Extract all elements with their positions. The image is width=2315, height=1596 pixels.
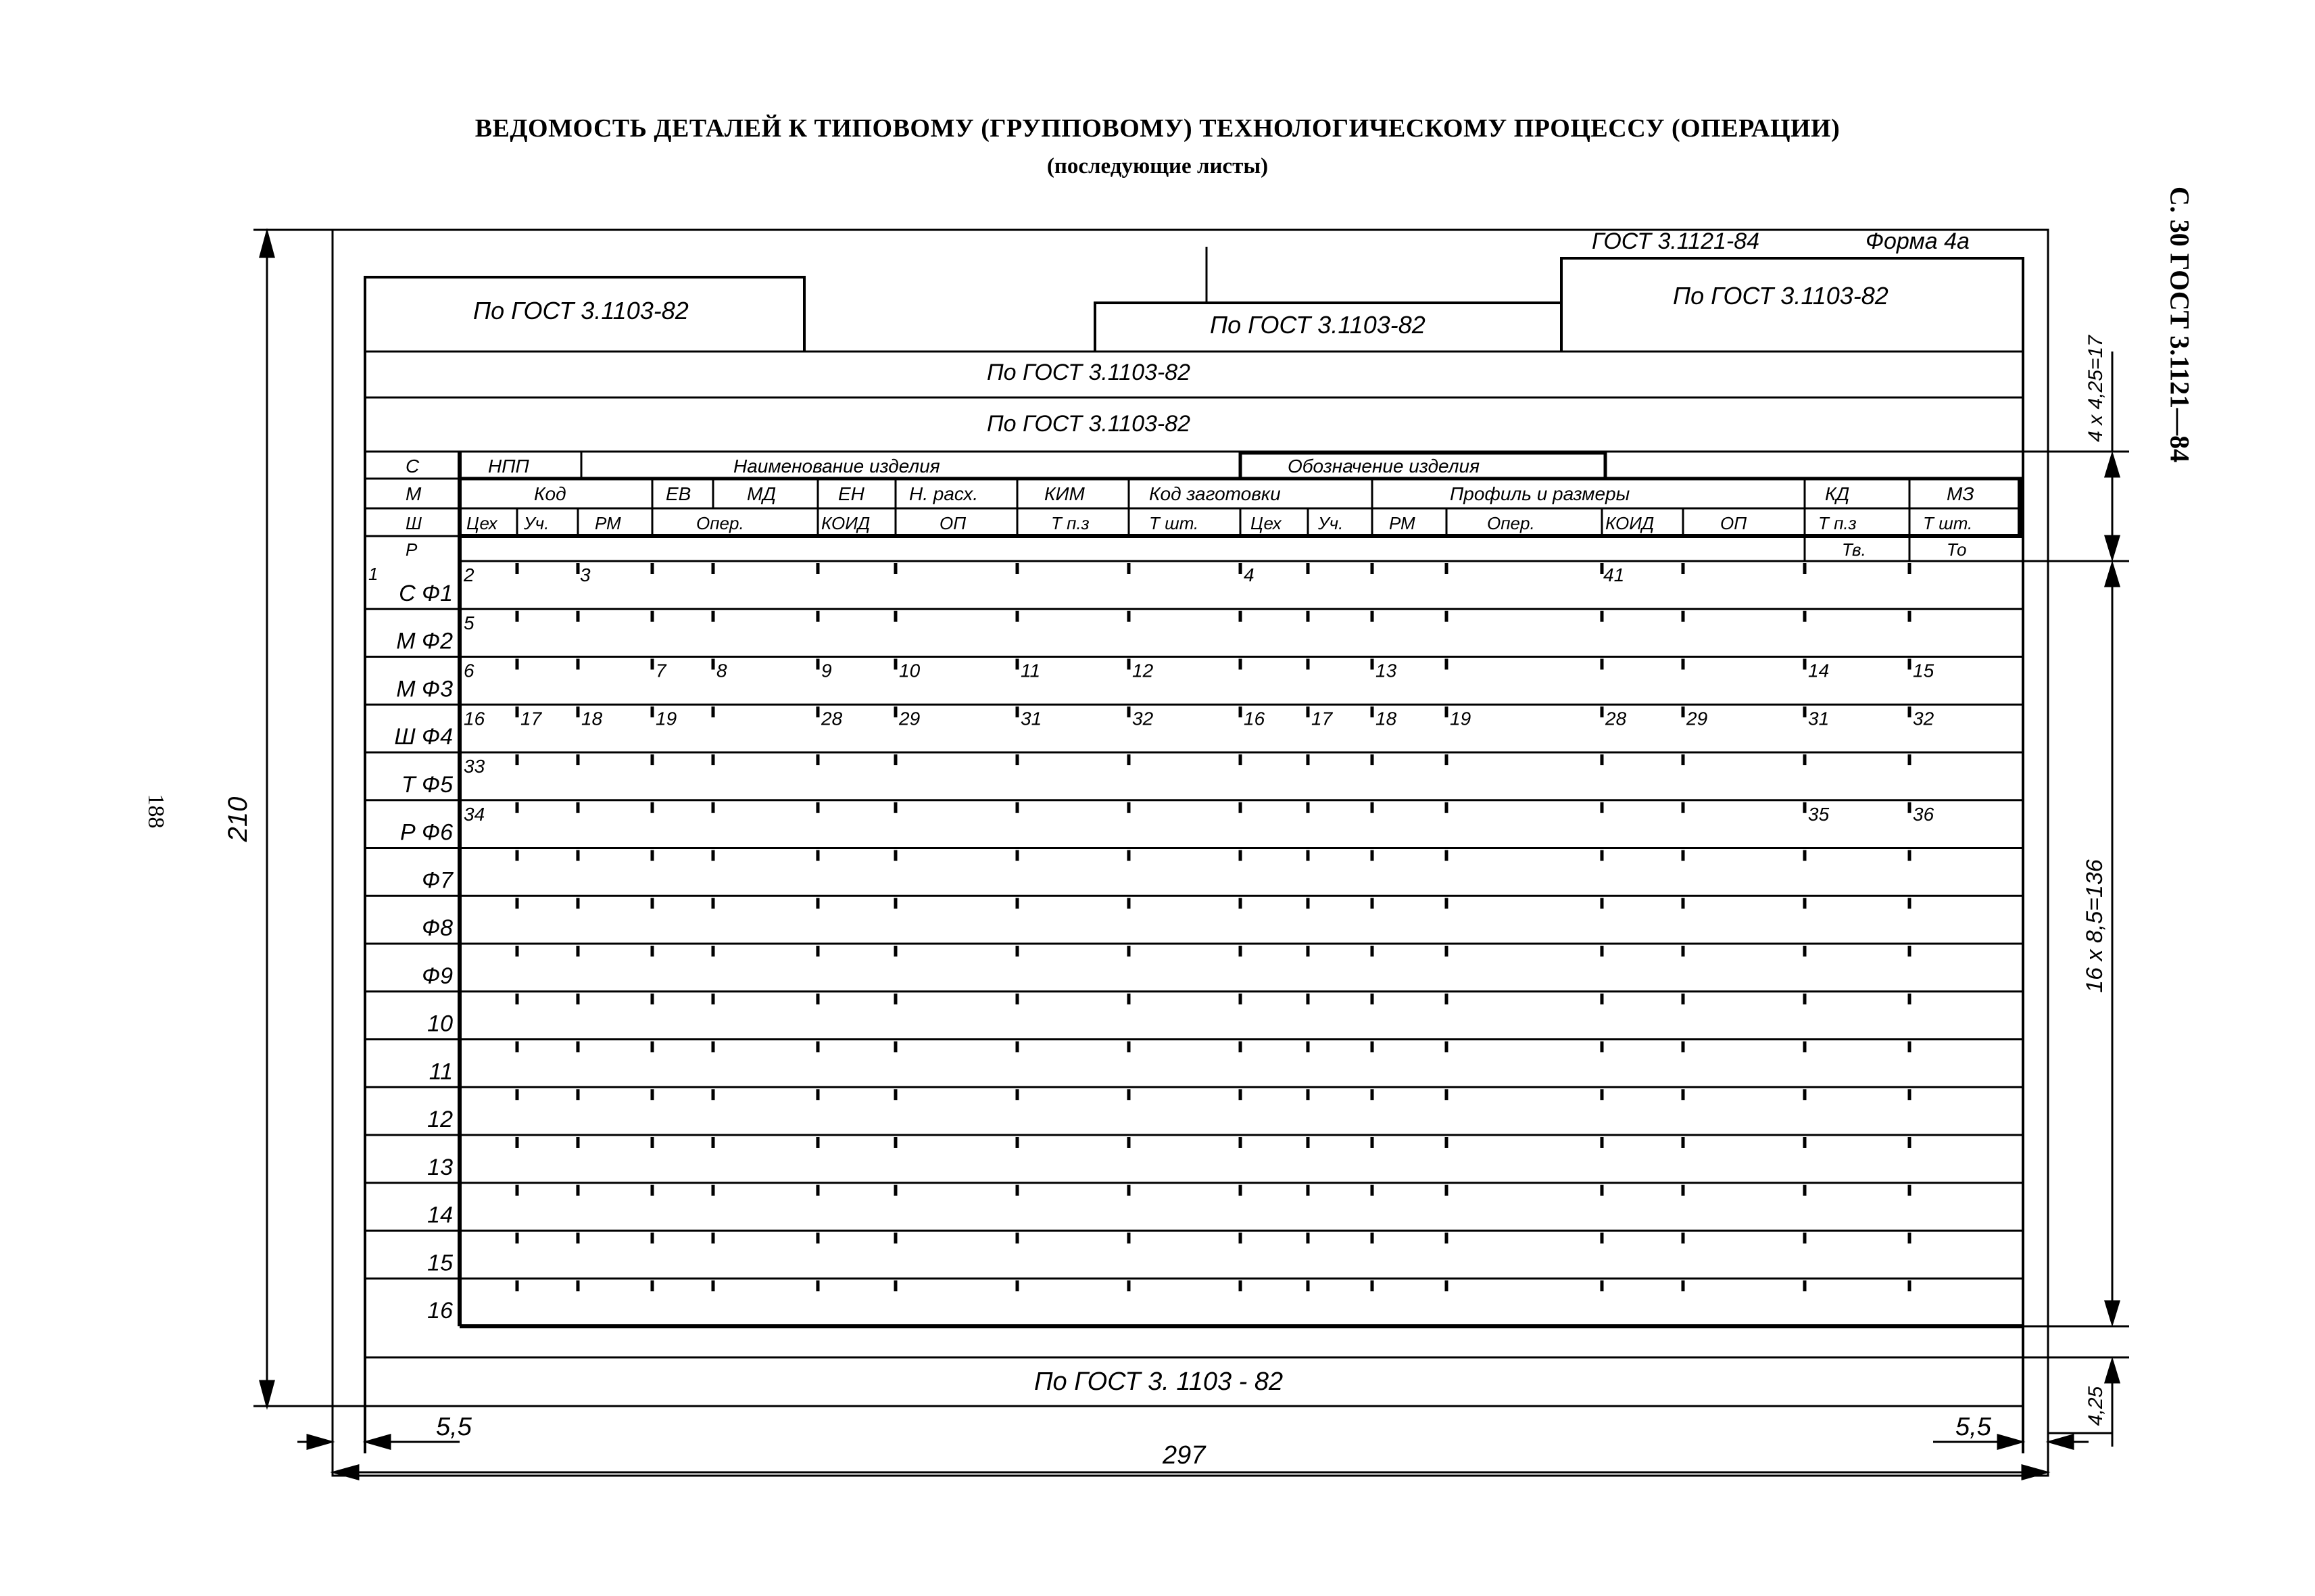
row-label: Т Ф5: [401, 771, 453, 798]
side-header-text: С. 30 ГОСТ 3.1121—84: [2164, 186, 2195, 463]
ref-left: По ГОСТ 3.1103-82: [473, 297, 689, 324]
hdr-en: ЕН: [838, 483, 864, 504]
dim-height: 210: [223, 796, 253, 842]
row-label: Ф7: [422, 867, 453, 894]
document-subtitle: (последующие листы): [1046, 154, 1269, 178]
dim-footer-height: 4,25: [2085, 1386, 2107, 1426]
dim-margin-left: 5,5: [436, 1413, 472, 1441]
hdr-naimenovanie: Наименование изделия: [733, 456, 940, 477]
cell-number: 17: [520, 708, 542, 729]
row-label: 14: [427, 1202, 453, 1228]
hdr-sh-letter: Ш: [406, 513, 422, 533]
hdr-ev: ЕВ: [666, 483, 691, 504]
ref-bottom: По ГОСТ 3. 1103 - 82: [1034, 1368, 1284, 1396]
gost-label: ГОСТ 3.1121-84: [1592, 228, 1760, 254]
cell-number: 16: [464, 708, 485, 729]
hdr-profil: Профиль и размеры: [1450, 483, 1630, 504]
row-label: Ф9: [422, 963, 453, 989]
hdr-oper: Опер.: [696, 513, 744, 533]
hdr-oper2: Опер.: [1487, 513, 1535, 533]
cell-number: 2: [464, 564, 474, 585]
cell-number: 31: [1021, 708, 1042, 729]
hdr-op2: ОП: [1720, 513, 1747, 533]
cell-number: 17: [1311, 708, 1333, 729]
cell-number: 19: [1450, 708, 1471, 729]
dim-header-height: 4 х 4,25=17: [2085, 335, 2107, 442]
cell-number: 4: [1244, 564, 1254, 585]
cell-number: 28: [1605, 708, 1627, 729]
cell-number: 34: [464, 803, 485, 825]
cell-number: 3: [580, 564, 591, 585]
hdr-tsht2: Т шт.: [1923, 513, 1973, 533]
hdr-kod-zagotovki: Код заготовки: [1149, 483, 1281, 504]
cell-number: 15: [1913, 660, 1934, 681]
hdr-m-letter: М: [406, 483, 422, 504]
hdr-mz: МЗ: [1947, 483, 1974, 504]
row-label: Ш Ф4: [394, 724, 453, 750]
cell-number: 31: [1808, 708, 1830, 729]
row-label: М Ф3: [396, 676, 453, 702]
page-number-text: 188: [143, 794, 168, 829]
ref-center: По ГОСТ 3.1103-82: [1210, 311, 1425, 339]
hdr-c-letter: С: [406, 456, 420, 477]
hdr-uch2: Уч.: [1318, 513, 1344, 533]
ref-row2: По ГОСТ 3.1103-82: [987, 411, 1191, 437]
cell-number: 41: [1603, 564, 1625, 585]
hdr-koid2: КОИД: [1605, 513, 1655, 533]
dim-margin-right: 5,5: [1955, 1413, 1991, 1441]
cell-number: 29: [899, 708, 921, 729]
cell-number: 28: [821, 708, 843, 729]
cell-number: 36: [1913, 803, 1934, 825]
hdr-tpz2: Т п.з: [1818, 513, 1857, 533]
cell-number: 29: [1686, 708, 1708, 729]
hdr-ceh: Цех: [466, 513, 497, 533]
hdr-md: МД: [747, 483, 777, 504]
dim-body-height: 16 х 8,5=136: [2082, 859, 2107, 993]
cell-number: 14: [1808, 660, 1830, 681]
cell-number: 35: [1808, 803, 1830, 825]
hdr-nrash: Н. расх.: [909, 483, 979, 504]
cell-number: 7: [656, 660, 666, 681]
cell-number: 10: [899, 660, 921, 681]
hdr-tsht: Т шт.: [1149, 513, 1199, 533]
hdr-rm: РМ: [595, 513, 621, 533]
hdr-tpz: Т п.з: [1051, 513, 1090, 533]
row-label: 10: [427, 1011, 453, 1037]
hdr-ceh2: Цех: [1250, 513, 1282, 533]
hdr-r-letter: Р: [406, 539, 418, 560]
cell-number: 18: [1375, 708, 1397, 729]
hdr-npp: НПП: [488, 456, 529, 477]
row-label: Р Ф6: [399, 819, 453, 846]
cell-number: 6: [464, 660, 474, 681]
cell-number: 11: [1021, 660, 1041, 681]
cell-number: 18: [581, 708, 603, 729]
row-label: 16: [427, 1298, 453, 1324]
ref-right: По ГОСТ 3.1103-82: [1673, 282, 1888, 310]
cell-number: 12: [1132, 660, 1154, 681]
hdr-kd: КД: [1825, 483, 1850, 504]
row-label: 13: [427, 1154, 453, 1180]
cell-number: 32: [1913, 708, 1934, 729]
row-label: 12: [427, 1107, 453, 1132]
cell-number: 32: [1132, 708, 1154, 729]
hdr-oboznachenie: Обозначение изделия: [1288, 456, 1480, 477]
hdr-to: То: [1947, 539, 1967, 560]
hdr-tv: Тв.: [1842, 539, 1866, 560]
ref-row1: По ГОСТ 3.1103-82: [987, 360, 1191, 385]
hdr-rm2: РМ: [1389, 513, 1415, 533]
cell-number: 13: [1375, 660, 1397, 681]
row-first-number: 1: [368, 564, 379, 584]
row-label: 11: [429, 1059, 453, 1085]
hdr-uch: Уч.: [524, 513, 550, 533]
cell-number: 5: [464, 612, 474, 633]
cell-number: 16: [1244, 708, 1265, 729]
cell-number: 8: [716, 660, 727, 681]
hdr-op: ОП: [940, 513, 967, 533]
cell-number: 9: [821, 660, 832, 681]
hdr-kim: КИМ: [1044, 483, 1085, 504]
row-label: М Ф2: [396, 628, 453, 654]
row-label: 15: [427, 1250, 453, 1276]
dim-width: 297: [1163, 1441, 1206, 1470]
cell-number: 19: [656, 708, 677, 729]
hdr-kod: Код: [534, 483, 566, 504]
row-label: Ф8: [422, 915, 453, 941]
cell-number: 33: [464, 756, 485, 777]
hdr-koid: КОИД: [821, 513, 871, 533]
row-label: С Ф1: [399, 580, 453, 606]
document-title: ВЕДОМОСТЬ ДЕТАЛЕЙ К ТИПОВОМУ (ГРУППОВОМУ) ТЕХНОЛОГИЧЕСКОМУ ПРОЦЕССУ (ОПЕРАЦИИ): [474, 114, 1841, 143]
forma-label: Форма 4а: [1866, 228, 1970, 254]
